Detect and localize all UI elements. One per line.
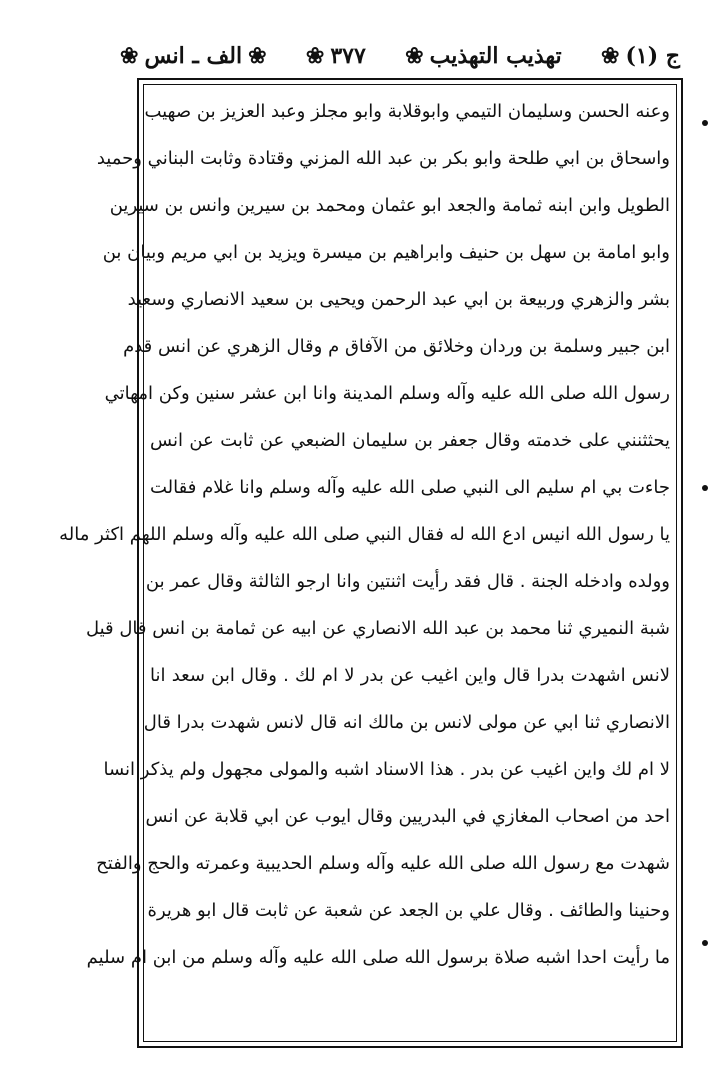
text-line: لا ام لك واين اغيب عن بدر . هذا الاسناد اشبه والمولى مجهول ولم يذكر انسا — [103, 759, 670, 780]
ornament-icon: ❀ — [601, 43, 620, 69]
text-line: وعنه الحسن وسليمان التيمي وابوقلابة وابو مجلز وعبد العزيز بن صهيب — [144, 101, 670, 122]
section-text: الف ـ انس — [144, 43, 243, 69]
ornament-icon: ❀ — [120, 43, 139, 69]
section-label — [120, 43, 267, 69]
text-line: ما رأيت احدا اشبه صلاة برسول الله صلى الله عليه وآله وسلم من ابن ام سليم — [86, 947, 670, 968]
text-line: يحثثنني على خدمته وقال جعفر بن سليمان الضبعي عن ثابت عن انس — [150, 430, 670, 451]
ornament-icon: ❀ — [305, 43, 325, 69]
text-line: شهدت مع رسول الله صلى الله عليه وآله وسلم الحديبية وعمرته والحج والفتح — [96, 853, 670, 874]
volume-label — [601, 43, 680, 69]
text-line: رسول الله صلى الله عليه وآله وسلم المدينة وانا ابن عشر سنين وكن امهاتي — [104, 383, 670, 404]
ornament-icon: ❀ — [405, 43, 424, 69]
text-line: لانس اشهدت بدرا قال واين اغيب عن بدر لا ام لك . وقال ابن سعد انا — [150, 665, 670, 686]
text-line: واسحاق بن ابي طلحة وابو بكر بن عبد الله المزني وقتادة وثابت البناني وحميد — [96, 148, 670, 169]
text-line: يا رسول الله انيس ادع الله له فقال النبي صلى الله عليه وآله وسلم اللهم اكثر ماله — [59, 524, 670, 545]
text-line: الانصاري ثنا ابي عن مولى لانس بن مالك انه قال لانس شهدت بدرا قال — [143, 712, 670, 733]
ornament-icon: ❀ — [248, 43, 267, 69]
book-title — [405, 43, 562, 69]
text-line: بشر والزهري وربيعة بن ابي عبد الرحمن ويحيى بن سعيد الانصاري وسعيد — [127, 289, 670, 310]
page-header — [120, 34, 680, 78]
margin-dot — [702, 940, 708, 946]
text-line: الطويل وابن ابنه ثمامة والجعد ابو عثمان ومحمد بن سيرين وانس بن سيرين — [109, 195, 670, 216]
page-number — [306, 43, 366, 69]
text-line: ابن جبير وسلمة بن وردان وخلائق من الآفاق م وقال الزهري عن انس قدم — [123, 336, 670, 357]
page-number-text: ٣٧٧ — [330, 43, 366, 69]
text-block — [59, 92, 670, 992]
text-line: شبة النميري ثنا محمد بن عبد الله الانصاري عن ابيه عن ثمامة بن انس قال قيل — [85, 618, 670, 639]
text-line: وحنينا والطائف . وقال علي بن الجعد عن شعبة عن ثابت قال ابو هريرة — [147, 900, 670, 921]
text-line: جاءت بي ام سليم الى النبي صلى الله عليه وآله وسلم وانا غلام فقالت — [150, 477, 670, 498]
margin-dot — [702, 485, 708, 491]
volume-text: ج (١) — [625, 43, 680, 69]
text-line: احد من اصحاب المغازي في البدريين وقال ايوب عن ابي قلابة عن انس — [145, 806, 670, 827]
text-line: وولده وادخله الجنة . قال فقد رأيت اثنتين وانا ارجو الثالثة وقال عمر بن — [145, 571, 670, 592]
margin-dot — [702, 120, 708, 126]
book-title-text: تهذيب التهذيب — [429, 43, 562, 69]
text-line: وابو امامة بن سهل بن حنيف وابراهيم بن ميسرة ويزيد بن ابي مريم وبيان بن — [102, 242, 670, 263]
